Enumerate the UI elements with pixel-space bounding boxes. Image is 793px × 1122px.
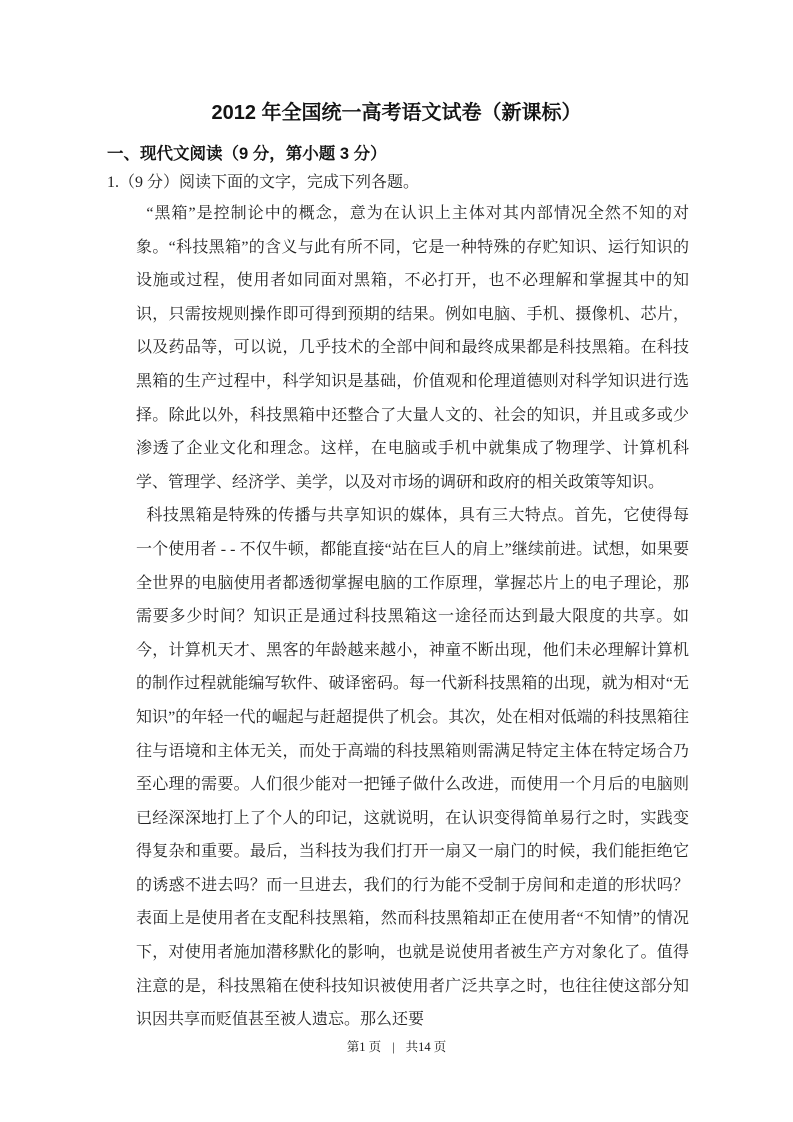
- footer-separator: |: [392, 1040, 395, 1054]
- question-intro: 1.（9 分）阅读下面的文字，完成下列各题。: [107, 174, 420, 191]
- section-heading: 一、现代文阅读（9 分，第小题 3 分）: [107, 145, 387, 163]
- page-footer: [0, 1039, 793, 1055]
- page-title: 2012 年全国统一高考语文试卷（新课标）: [211, 102, 582, 124]
- reading-passage: [136, 197, 689, 1037]
- page-count: 共14 页: [405, 1040, 447, 1054]
- passage-paragraph: 科技黑箱是特殊的传播与共享知识的媒体，具有三大特点。首先，它使得每一个使用者 - - 不仅牛顿，都能直接“站在巨人的肩上”继续前进。试想，如果要全世界的电脑使用者都透彻掌握电脑的工作原理，掌握芯片上的电子理论，那需要多少时间？知识正是通过科技黑箱这一途径而达到最大限度的共享。如今，计算机天才、黑客的年龄越来越小，神童不断出现，他们未必理解计算机的制作过程就能编写软件、破译密码。每一代新科技黑箱的出现，就为相对“无知识”的年轻一代的崛起与赶超提供了机会。其次，处在相对低端的科技黑箱往往与语境和主体无关，而处于高端的科技黑箱则需满足特定主体在特定场合乃至心理的需要。人们很少能对一把锤子做什么改进，而使用一个月后的电脑则已经深深地打上了个人的印记，这就说明，在认识变得简单易行之时，实践变得复杂和重要。最后，当科技为我们打开一扇又一扇门的时候，我们能拒绝它的诱惑不进去吗？而一旦进去，我们的行为能不受制于房间和走道的形状吗？表面上是使用者在支配科技黑箱，然而科技黑箱却正在使用者“不知情”的情况下，对使用者施加潜移默化的影响，也就是说使用者被生产方对象化了。值得注意的是，科技黑箱在使科技知识被使用者广泛共享之时，也往往使这部分知识因共享而贬值甚至被人遗忘。那么还要: [136, 507, 689, 1029]
- passage-paragraph: “黑箱”是控制论中的概念，意为在认识上主体对其内部情况全然不知的对象。“科技黑箱”的含义与此有所不同，它是一种特殊的存贮知识、运行知识的设施或过程，使用者如同面对黑箱，不必打开，也不必理解和掌握其中的知识，只需按规则操作即可得到预期的结果。例如电脑、手机、摄像机、芯片，以及药品等，可以说，几乎技术的全部中间和最终成果都是科技黑箱。在科技黑箱的生产过程中，科学知识是基础，价值观和伦理道德则对科学知识进行选择。除此以外，科技黑箱中还整合了大量人文的、社会的知识，并且或多或少渗透了企业文化和理念。这样，在电脑或手机中就集成了物理学、计算机科学、管理学、经济学、美学，以及对市场的调研和政府的相关政策等知识。: [136, 205, 689, 491]
- page-number: 第1 页: [346, 1040, 382, 1054]
